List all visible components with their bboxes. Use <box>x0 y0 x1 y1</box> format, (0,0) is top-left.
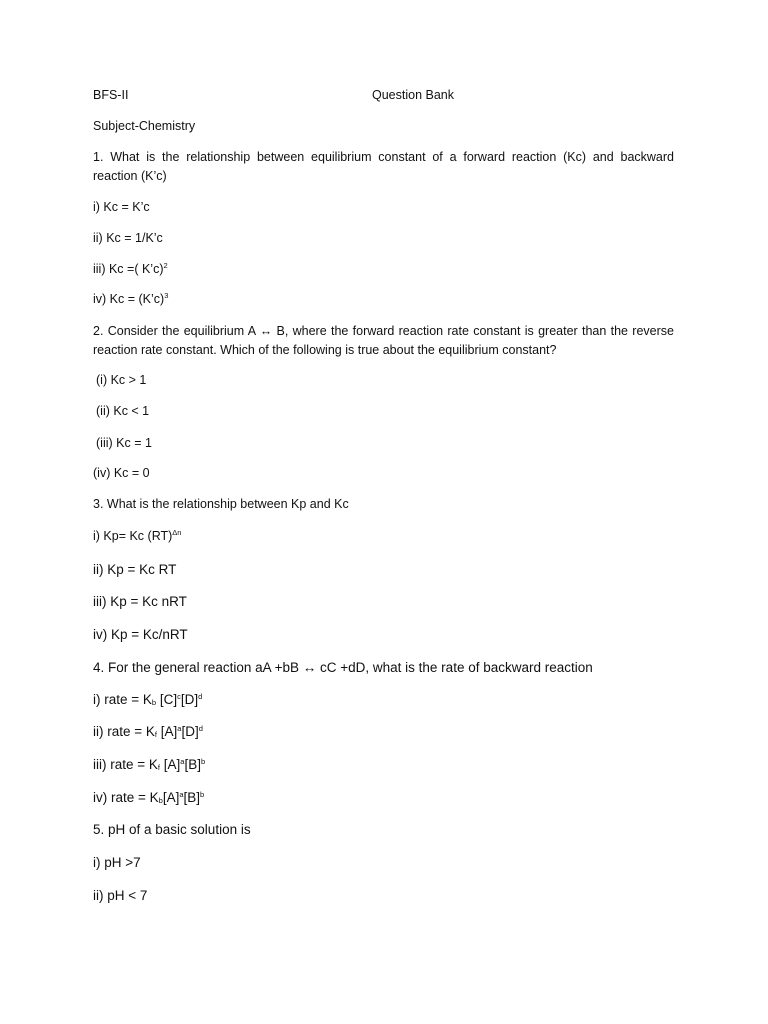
question-2: 2. Consider the equilibrium A ↔ B, where the forward reaction rate constant is greater than the reverse reaction rate constant. Which of the following is true about the equilibrium constant? <box>93 324 674 357</box>
question-3: 3. What is the relationship between Kp and Kc <box>93 497 349 511</box>
q4-option-2: ii) rate = $K_f$ $[A]^a[D]^d$ <box>93 724 203 739</box>
q2-option-2: (ii) Kc < 1 <box>96 404 150 418</box>
q2-option-1: (i) Kc > 1 <box>96 373 147 387</box>
exponent: 2 <box>163 261 168 270</box>
q3-option-1: i) Kp= Kc (RT)$^{\Delta n}$ <box>93 528 182 543</box>
document-title: Question Bank <box>372 88 454 102</box>
exponent: Δn <box>172 528 182 537</box>
course-code: BFS-II <box>93 88 129 102</box>
q3-option-2: ii) Kp = Kc RT <box>93 562 177 577</box>
q1-option-2: ii) Kc = 1/K’c <box>93 231 163 245</box>
q5-option-1: i) pH >7 <box>93 855 141 870</box>
q3-option-4: iv) Kp = Kc/nRT <box>93 627 188 642</box>
header-line <box>93 86 454 105</box>
q4-option-1: i) rate = $K_b$ $[C]^c[D]^d$ <box>93 692 203 707</box>
question-1: 1. What is the relationship between equilibrium constant of a forward reaction (Kc) and backward reaction (K’c) <box>93 150 674 183</box>
exponent: 3 <box>164 291 169 300</box>
subject-line: Subject-Chemistry <box>93 119 196 133</box>
q1-option-3: iii) Kc =( K’c)$^2$ <box>93 261 168 276</box>
q3-option-3: iii) Kp = Kc nRT <box>93 594 187 609</box>
q1-option-4: iv) Kc = (K’c)$^3$ <box>93 291 169 306</box>
q4-option-3: iii) rate = $K_f$ $[A]^a[B]^b$ <box>93 757 206 772</box>
question-4: 4. For the general reaction aA +bB ↔ cC +dD, what is the rate of backward reaction <box>93 660 593 675</box>
q1-option-1: i) Kc = K’c <box>93 200 150 214</box>
q2-option-3: (iii) Kc = 1 <box>96 436 152 450</box>
q4-option-4: iv) rate = $K_b[A]^a[B]^b$ <box>93 790 205 805</box>
q2-option-4: (iv) Kc = 0 <box>93 466 150 480</box>
q5-option-2: ii) pH < 7 <box>93 888 148 903</box>
question-5: 5. pH of a basic solution is <box>93 822 251 837</box>
